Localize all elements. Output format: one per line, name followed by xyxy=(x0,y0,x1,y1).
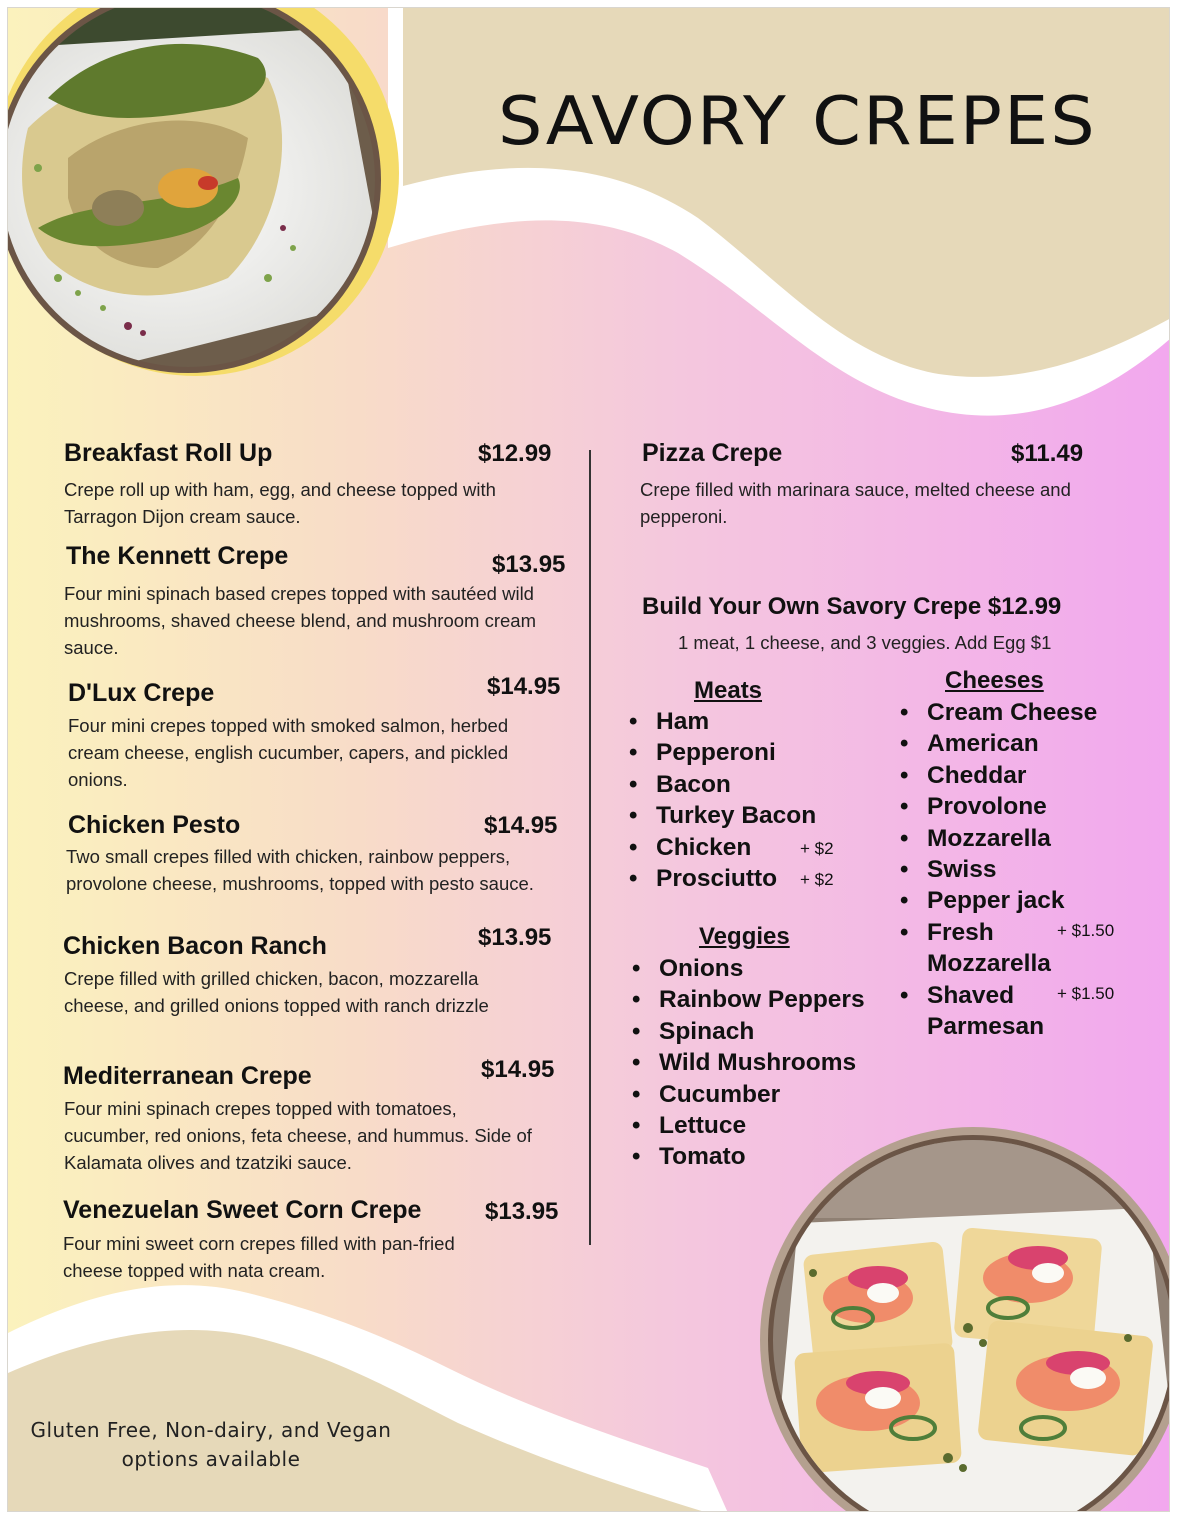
cheeses-list xyxy=(927,697,1115,1042)
meat-option-label: Pepperoni xyxy=(656,739,776,767)
meat-option xyxy=(656,706,816,737)
cheese-option-extra-price: + $1.50 xyxy=(1057,983,1115,1003)
build-your-own-subtitle: 1 meat, 1 cheese, and 3 veggies. Add Egg $1 xyxy=(678,632,1052,653)
meat-option-label: Ham xyxy=(656,708,710,735)
cheese-option xyxy=(927,885,1097,916)
item-desc-mediterranean-crepe: Four mini spinach crepes topped with tomatoes, cucumber, red onions, feta cheese, and hummus. Side of Kalamata olives and tzatziki sauce. xyxy=(64,1098,532,1173)
cheese-option xyxy=(927,980,1115,1011)
cheese-option-label: Cheddar xyxy=(927,761,1027,789)
item-name-pizza-crepe: Pizza Crepe xyxy=(642,439,783,467)
veggies-list xyxy=(659,953,865,1173)
item-price-chicken-bacon-ranch: $13.95 xyxy=(478,924,552,951)
page-title: SAVORY CREPES xyxy=(498,82,1097,160)
item-name-chicken-bacon-ranch: Chicken Bacon Ranch xyxy=(63,932,327,960)
meat-option-label: Chicken xyxy=(656,833,752,861)
item-price-breakfast-roll-up: $12.99 xyxy=(478,440,552,467)
cheese-option xyxy=(927,760,1097,791)
item-name-dlux-crepe: D'Lux Crepe xyxy=(68,679,215,707)
item-desc-dlux-crepe: Four mini crepes topped with smoked salmon, herbed cream cheese, english cucumber, capers, and pickled onions. xyxy=(68,715,509,790)
item-name-venezuelan-crepe: Venezuelan Sweet Corn Crepe xyxy=(63,1196,422,1224)
meat-option xyxy=(656,769,816,800)
cheese-option-extra-price: + $1.50 xyxy=(1057,920,1115,940)
item-price-dlux-crepe: $14.95 xyxy=(487,673,561,700)
veggie-option: • Wild Mushrooms xyxy=(659,1047,865,1078)
footer-note xyxy=(16,1416,406,1474)
item-name-chicken-pesto: Chicken Pesto xyxy=(68,811,241,839)
meat-option xyxy=(656,737,816,768)
cheese-option-label: Shaved xyxy=(927,981,1015,1009)
footer-line-1: Gluten Free, Non-dairy, and Vegan xyxy=(30,1418,392,1442)
column-divider xyxy=(589,450,591,1245)
veggie-option: • Onions xyxy=(659,953,865,984)
item-price-chicken-pesto: $14.95 xyxy=(484,812,558,839)
menu-page xyxy=(7,7,1170,1512)
item-price-kennett-crepe: $13.95 xyxy=(492,551,566,578)
item-name-mediterranean-crepe: Mediterranean Crepe xyxy=(63,1062,312,1090)
item-desc-breakfast-roll-up: Crepe roll up with ham, egg, and cheese topped with Tarragon Dijon cream sauce. xyxy=(64,479,496,527)
meat-option-extra-price: + $2 xyxy=(800,869,834,889)
item-name-kennett-crepe: The Kennett Crepe xyxy=(66,542,289,570)
meat-option xyxy=(656,832,834,863)
cheese-option-label: American xyxy=(927,730,1039,758)
cheese-option-continued: Parmesan xyxy=(927,1012,1045,1040)
cheese-option xyxy=(927,917,1115,948)
meat-option-extra-price: + $2 xyxy=(800,838,834,858)
cheese-option xyxy=(927,854,1097,885)
item-name-breakfast-roll-up: Breakfast Roll Up xyxy=(64,439,273,467)
cheese-option-label: Provolone xyxy=(927,793,1047,821)
item-desc-chicken-pesto: Two small crepes filled with chicken, rainbow peppers, provolone cheese, mushrooms, topped with pesto sauce. xyxy=(66,846,534,894)
meat-option-label: Bacon xyxy=(656,770,731,798)
veggie-option: • Tomato xyxy=(659,1141,865,1172)
cheese-option-label: Swiss xyxy=(927,855,997,883)
cheese-option-label: Fresh xyxy=(927,918,994,946)
meats-list xyxy=(656,706,834,894)
cheese-option-label: Pepper jack xyxy=(927,887,1065,915)
meat-option xyxy=(656,800,816,831)
build-your-own-title: Build Your Own Savory Crepe $12.99 xyxy=(642,593,1062,620)
item-price-venezuelan-crepe: $13.95 xyxy=(485,1198,559,1225)
cheese-option-label: Cream Cheese xyxy=(927,699,1098,726)
cheese-option xyxy=(927,697,1097,728)
veggie-option: • Rainbow Peppers xyxy=(659,984,865,1015)
veggie-option: • Lettuce xyxy=(659,1110,865,1141)
veggie-option: • Cucumber xyxy=(659,1079,865,1110)
cheese-option-continued: Mozzarella xyxy=(927,950,1051,978)
veggie-option: • Spinach xyxy=(659,1016,865,1047)
meat-option xyxy=(656,863,834,894)
item-desc-pizza-crepe: Crepe filled with marinara sauce, melted cheese and pepperoni. xyxy=(640,479,1071,527)
meat-option-label: Turkey Bacon xyxy=(656,802,817,830)
footer-line-2: options available xyxy=(121,1447,301,1471)
item-desc-chicken-bacon-ranch: Crepe filled with grilled chicken, bacon, mozzarella cheese, and grilled onions topped with ranch drizzle xyxy=(64,968,489,1016)
veggies-heading: Veggies xyxy=(699,923,790,950)
meats-heading: Meats xyxy=(694,677,763,704)
item-price-pizza-crepe: $11.49 xyxy=(1011,440,1084,467)
cheese-option-label: Mozzarella xyxy=(927,824,1051,852)
item-desc-kennett-crepe: Four mini spinach based crepes topped with sautéed wild mushrooms, shaved cheese blend, and mushroom cream sauce. xyxy=(64,583,536,658)
item-price-mediterranean-crepe: $14.95 xyxy=(481,1056,555,1083)
meat-option-label: Prosciutto xyxy=(656,864,778,892)
cheeses-heading: Cheeses xyxy=(945,667,1044,694)
item-desc-venezuelan-crepe: Four mini sweet corn crepes filled with pan-fried cheese topped with nata cream. xyxy=(63,1233,455,1281)
cheese-option xyxy=(927,728,1097,759)
cheese-option xyxy=(927,823,1097,854)
cheese-option xyxy=(927,791,1097,822)
